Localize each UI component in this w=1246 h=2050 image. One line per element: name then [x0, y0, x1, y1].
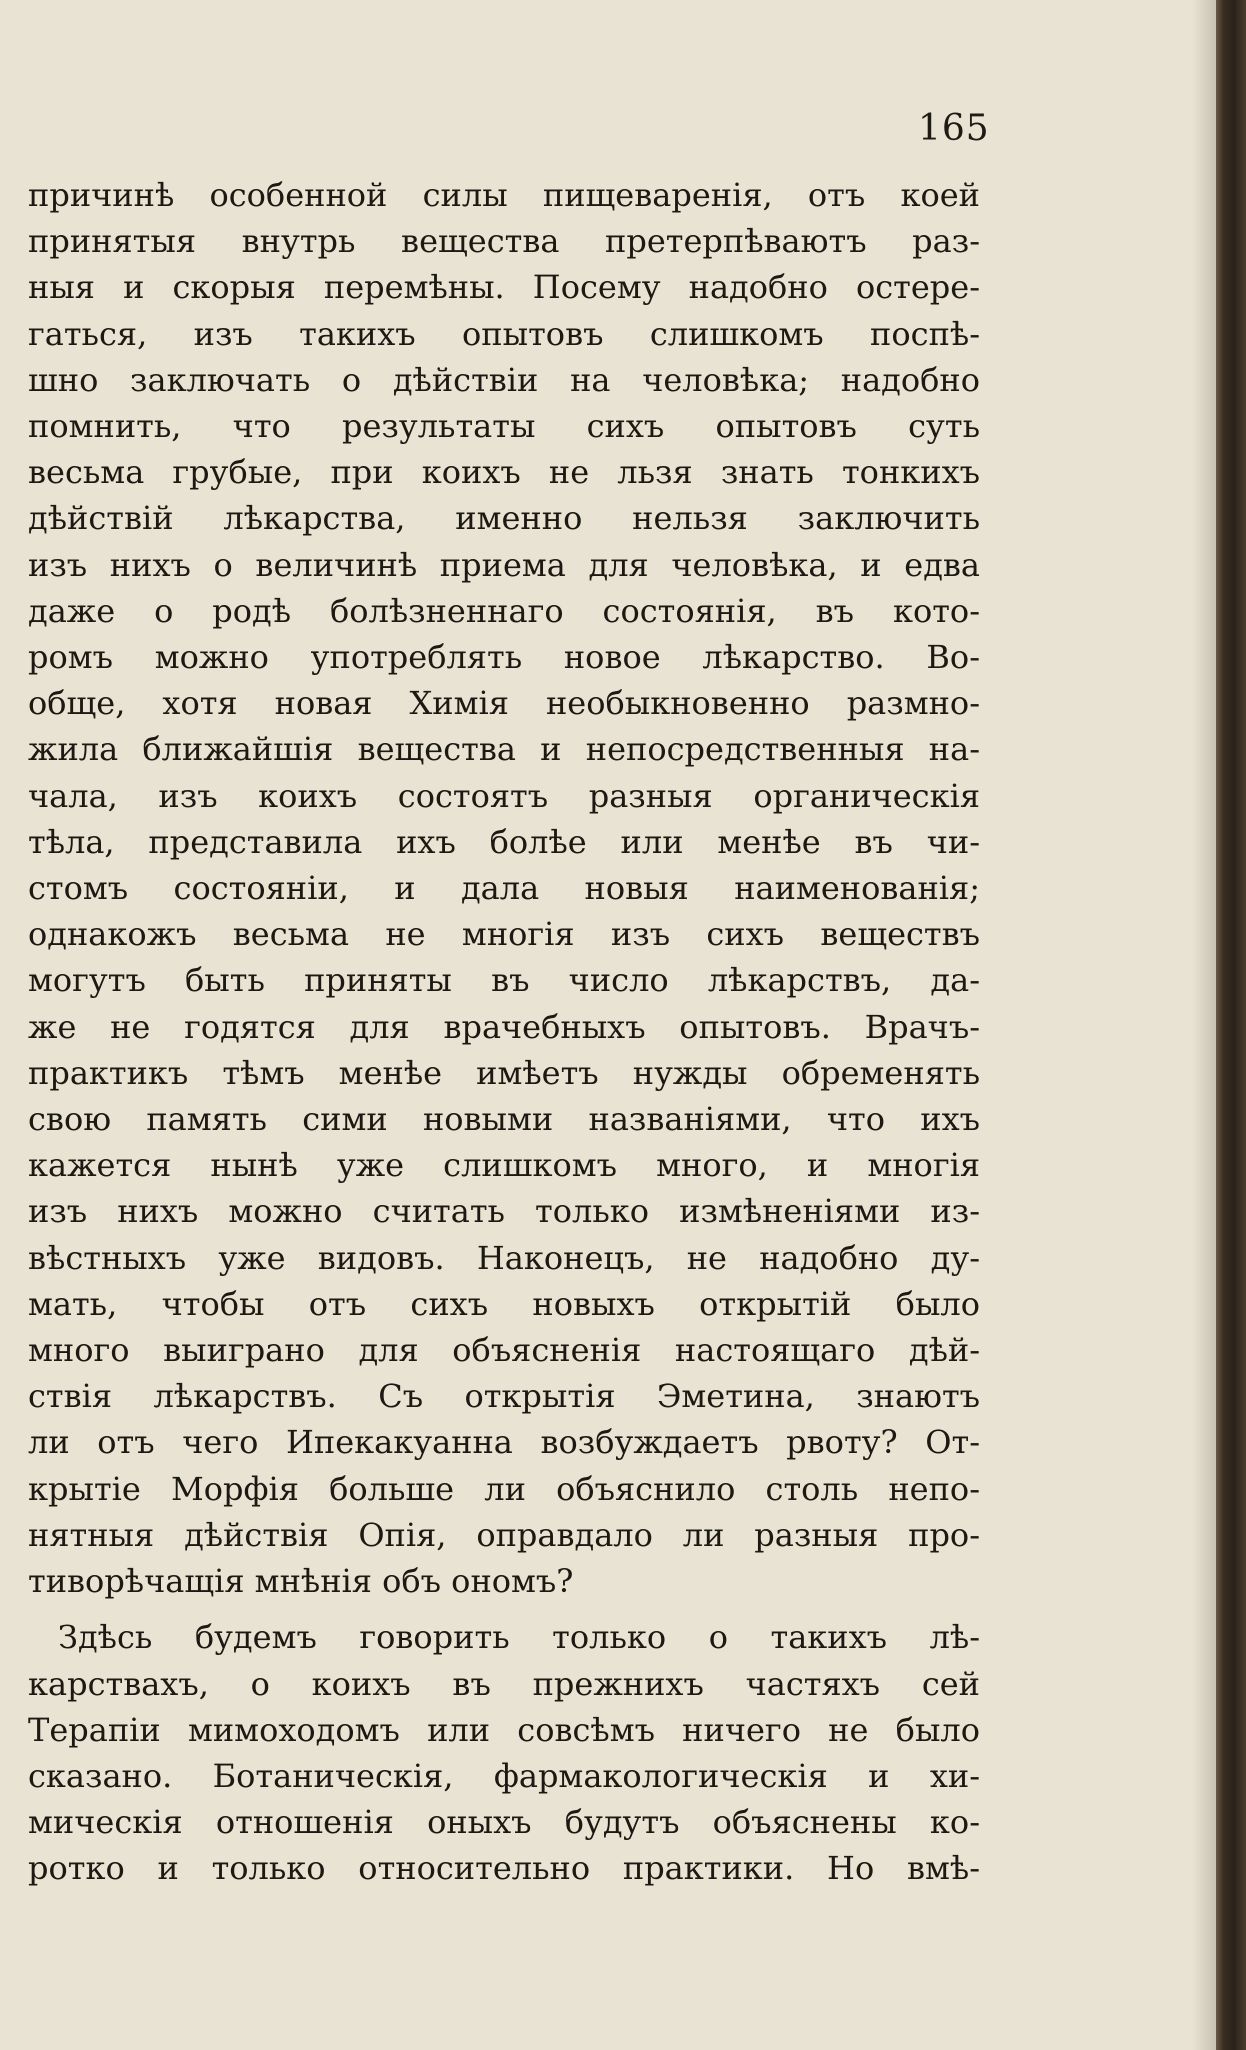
text-line: жила ближайшія вещества и непосредственныя на- — [28, 730, 980, 769]
text-line: ромъ можно употреблять новое лѣкарство. Во- — [28, 638, 980, 677]
text-line: весьма грубые, при коихъ не льзя знать тонкихъ — [28, 453, 980, 492]
text-line: даже о родѣ болѣзненнаго состоянія, въ кото- — [28, 591, 980, 630]
paragraph-gap — [28, 1604, 980, 1614]
text-line: однакожъ весьма не многія изъ сихъ веществъ — [28, 915, 980, 954]
text-line: карствахъ, о коихъ въ прежнихъ частяхъ сей — [28, 1664, 980, 1703]
text-line: изъ нихъ можно считать только измѣненіями из- — [28, 1192, 980, 1231]
text-line: Здѣсь будемъ говорить только о такихъ лѣ- — [58, 1618, 980, 1657]
text-line: принятыя внутрь вещества претерпѣваютъ раз- — [28, 222, 980, 261]
text-line: помнить, что результаты сихъ опытовъ суть — [28, 407, 980, 446]
text-line: ротко и только относительно практики. Но вмѣ- — [28, 1849, 980, 1888]
text-line: тѣла, представила ихъ болѣе или менѣе въ чи- — [28, 822, 980, 861]
page-number: 165 — [918, 108, 990, 149]
text-line: нятныя дѣйствія Опія, оправдало ли разныя про- — [28, 1515, 980, 1554]
text-line: много выиграно для объясненія настоящаго дѣй- — [28, 1331, 980, 1370]
text-line: дѣйствій лѣкарства, именно нельзя заключить — [28, 499, 980, 538]
text-line: мическія отношенія оныхъ будутъ объяснены ко- — [28, 1803, 980, 1842]
paragraph-1 — [28, 172, 980, 1604]
gutter-shadow — [1192, 0, 1216, 2050]
text-line: изъ нихъ о величинѣ приема для человѣка, и едва — [28, 545, 980, 584]
text-line: же не годятся для врачебныхъ опытовъ. Врачъ- — [28, 1007, 980, 1046]
text-line: сказано. Ботаническія, фармакологическія и хи- — [28, 1756, 980, 1795]
text-line: Терапіи мимоходомъ или совсѣмъ ничего не было — [28, 1710, 980, 1749]
text-line: практикъ тѣмъ менѣе имѣетъ нужды обременять — [28, 1053, 980, 1092]
text-line: стомъ состояніи, и дала новыя наименованія; — [28, 869, 980, 908]
text-line: гаться, изъ такихъ опытовъ слишкомъ поспѣ- — [28, 314, 980, 353]
body-text — [28, 172, 980, 1892]
text-line: ли отъ чего Ипекакуанна возбуждаетъ рвоту? От- — [28, 1423, 980, 1462]
text-line: мать, чтобы отъ сихъ новыхъ открытій было — [28, 1284, 980, 1323]
paragraph-2 — [28, 1614, 980, 1891]
text-line: вѣстныхъ уже видовъ. Наконецъ, не надобно ду- — [28, 1238, 980, 1277]
text-line: тиворѣчащія мнѣнія объ ономъ? — [28, 1562, 574, 1601]
text-line: могутъ быть приняты въ число лѣкарствъ, да- — [28, 961, 980, 1000]
text-line: шно заключать о дѣйствіи на человѣка; надобно — [28, 360, 980, 399]
text-line: свою память сими новыми названіями, что ихъ — [28, 1100, 980, 1139]
text-line: обще, хотя новая Химія необыкновенно размно- — [28, 684, 980, 723]
text-line: причинѣ особенной силы пищеваренія, отъ коей — [28, 176, 980, 214]
text-line: ныя и скорыя перемѣны. Посему надобно остере- — [28, 268, 980, 307]
text-line: ствія лѣкарствъ. Съ открытія Эметина, знаютъ — [28, 1377, 980, 1416]
text-line: крытіе Морфія больше ли объяснило столь непо- — [28, 1469, 980, 1508]
book-edge — [1216, 0, 1246, 2050]
text-line: чала, изъ коихъ состоятъ разныя органическія — [28, 776, 980, 815]
text-line: кажется нынѣ уже слишкомъ много, и многія — [28, 1146, 980, 1185]
